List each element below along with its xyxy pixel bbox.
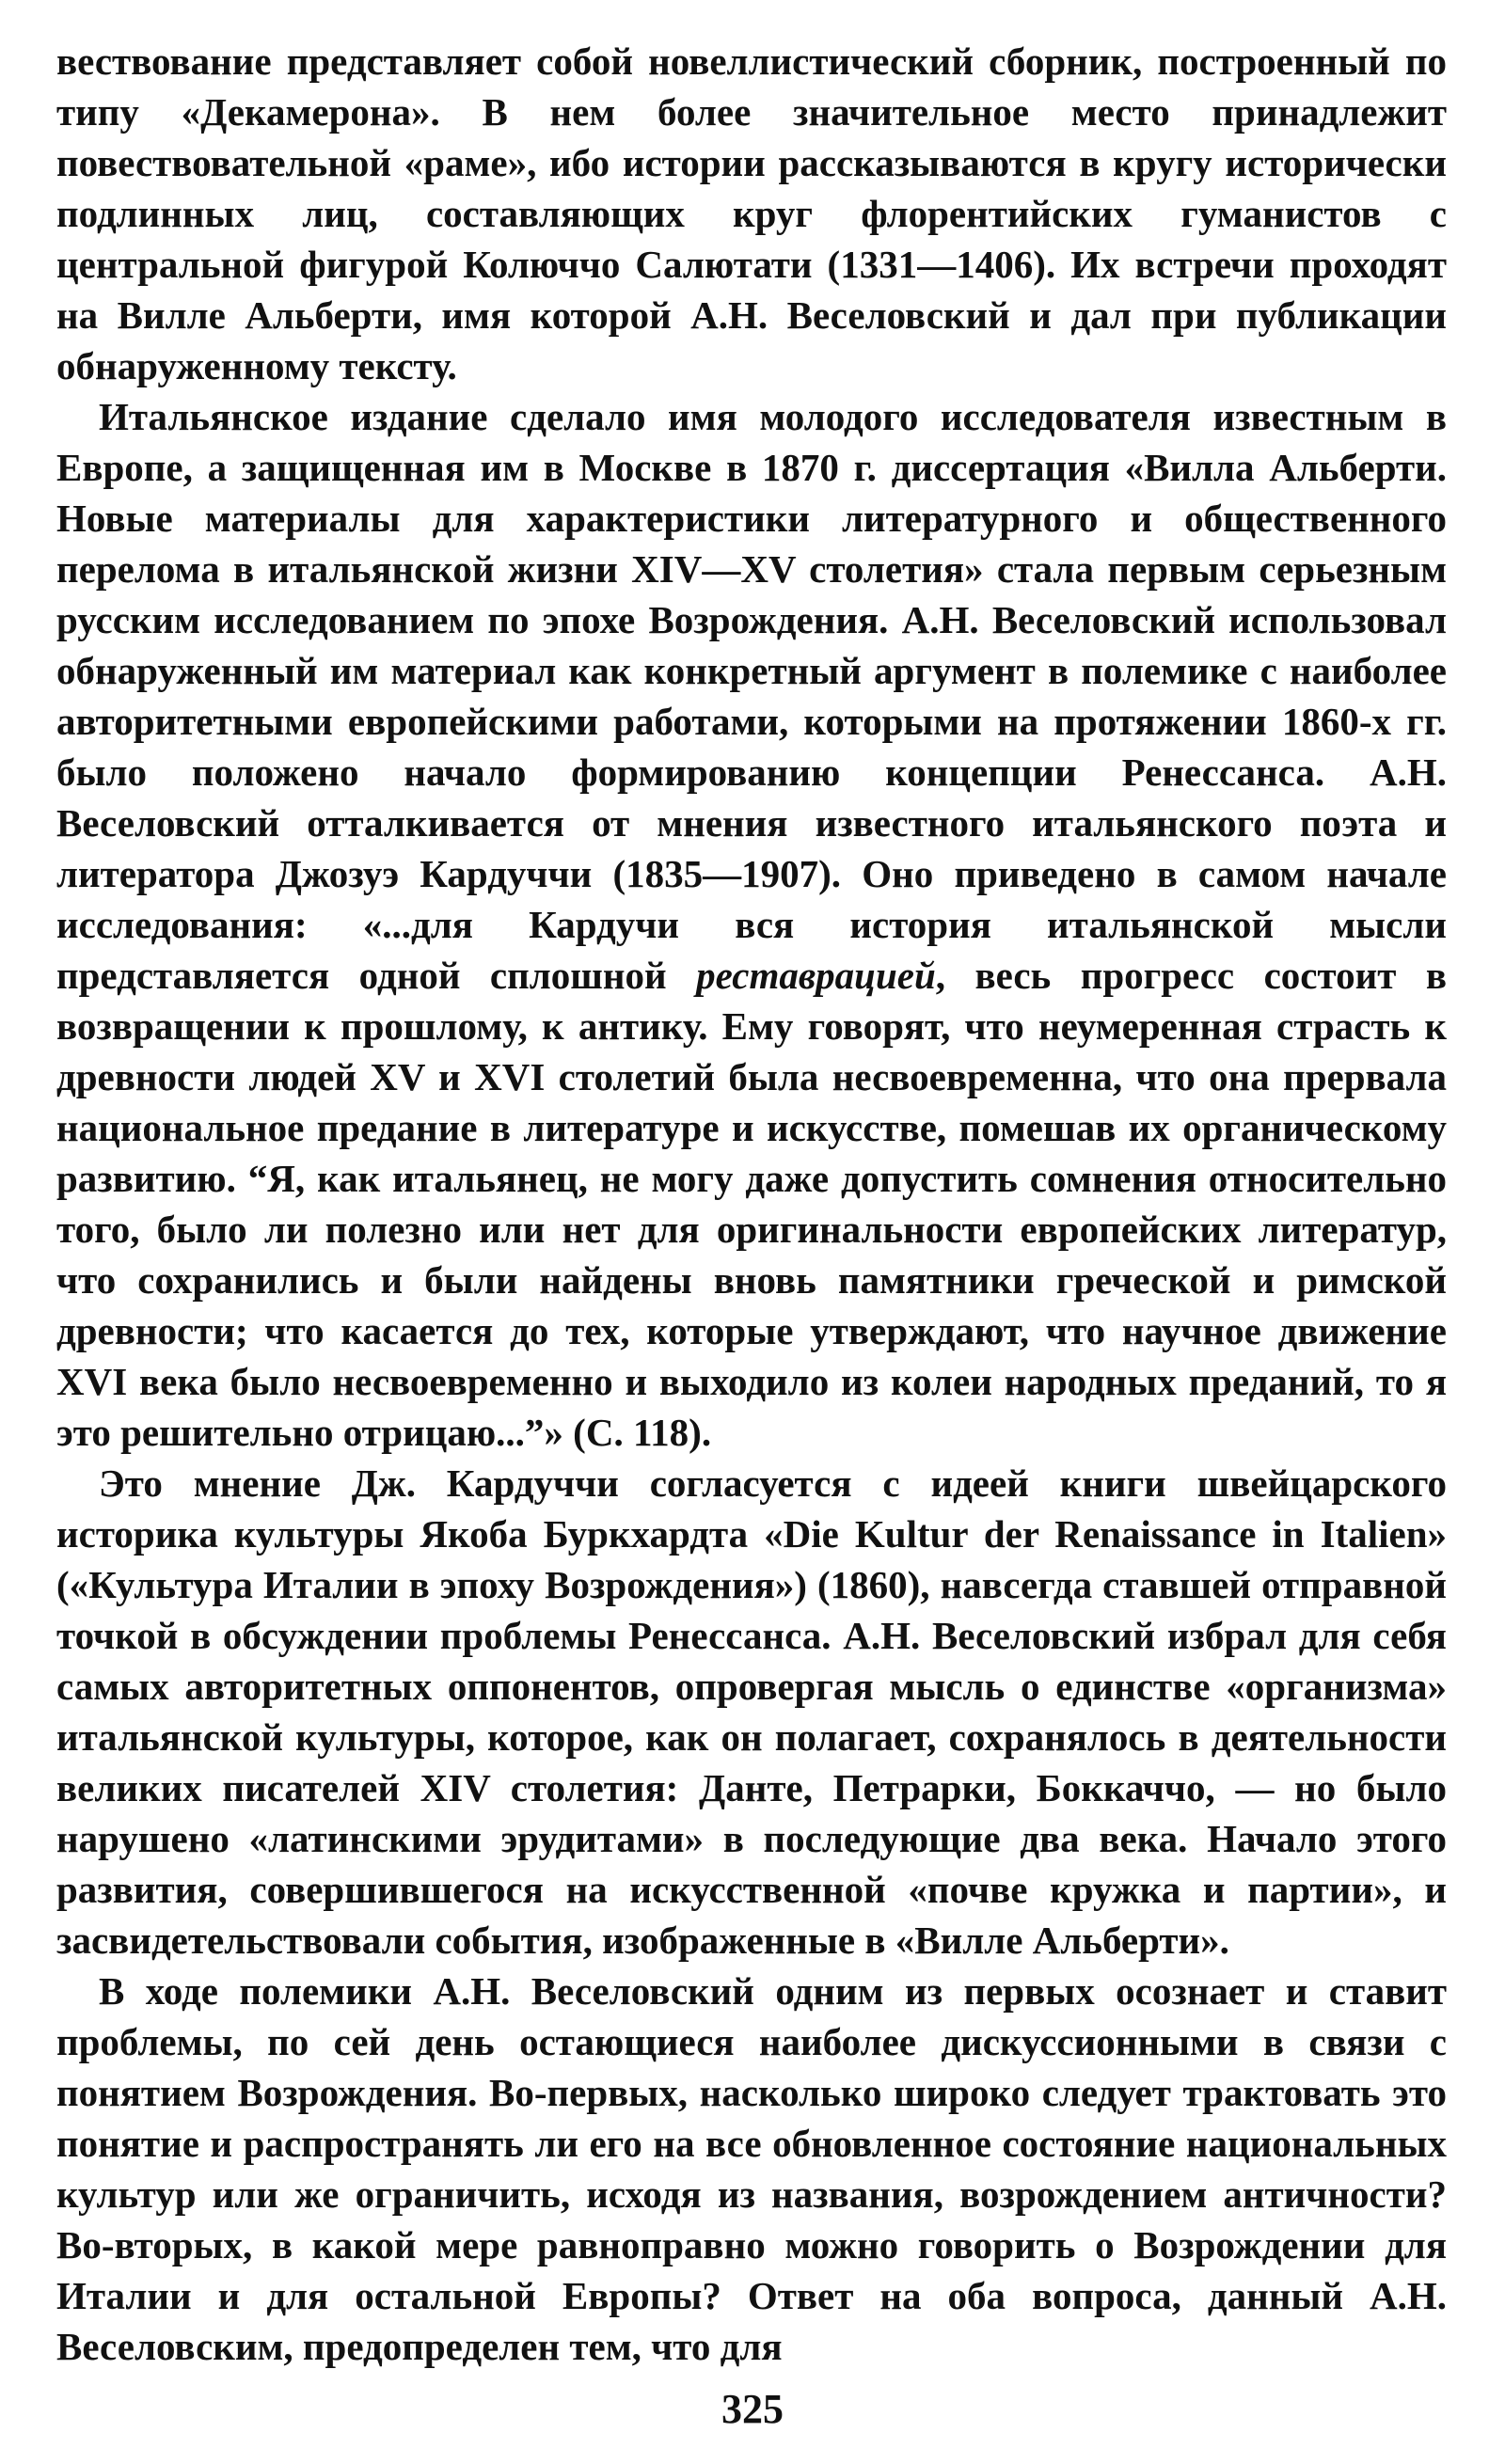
paragraph-3: Это мнение Дж. Кардуччи согласуется с идеей книги швейцарского историка культуры Якоба Буркхардта «Die Kultur der Renaissance in Italien» («Культура Италии в эпоху Возрождения») (1860), навсегда ставшей отправной точкой в обсуждении проблемы Ренессанса. А.Н. Веселовский избрал для себя самых авторитетных оппонентов, опровергая мысль о единстве «организма» итальянской культуры, которое, как он полагает, сохранялось в деятельности великих писателей XIV столетия: Данте, Петрарки, Боккаччо, — но было нарушено «латинскими эрудитами» в последующие два века. Начало этого развития, совершившегося на искусственной «почве кружка и партии», и засвидетельствовали события, изображенные в «Вилле Альберти». (56, 1461, 1447, 1962)
paragraph-2-text-start: Итальянское издание сделало имя молодого исследователя известным в Европе, а защищенная им в Москве в 1870 г. диссертация «Вилла Альберти. Новые материалы для характеристики литературного и общественного перелома в итальянской жизни XIV—XV столетия» стала первым серьезным русским исследованием по эпохе Возрождения. А.Н. Веселовский использовал обнаруженный им материал как конкретный аргумент в полемике с наиболее авторитетными европейскими работами, которыми на протяжении 1860-х гг. было положено начало формированию концепции Ренессанса. А.Н. Веселовский отталкивается от мнения известного итальянского поэта и литератора Джозуэ Кардуччи (1835—1907). Оно приведено в самом начале исследования: «...для Кардучи вся история итальянской мысли представляется одной сплошной (56, 395, 1447, 997)
paragraph-2-text-end: , весь прогресс состоит в возвращении к прошлому, к антику. Ему говорят, что неумеренная страсть к древности людей XV и XVI столетий была несвоевременна, что она прервала национальное предание в литературе и искусстве, помешав их органическому развитию. “Я, как итальянец, не могу даже допустить сомнения относительно того, было ли полезно или нет для оригинальности европейских литератур, что сохранились и были найдены вновь памятники греческой и римской древности; что касается до тех, которые утверждают, что научное движение XVI века было несвоевременно и выходило из колеи народных преданий, то я это решительно отрицаю...”» (С. 118). (56, 954, 1447, 1454)
paragraph-4: В ходе полемики А.Н. Веселовский одним из первых осознает и ставит проблемы, по сей день остающиеся наиболее дискуссионными в связи с понятием Возрождения. Во-первых, насколько широко следует трактовать это понятие и распространять ли его на все обновленное состояние национальных культур или же ограничить, исходя из названия, возрождением античности? Во-вторых, в какой мере равноправно можно говорить о Возрождении для Италии и для остальной Европы? Ответ на оба вопроса, данный А.Н. Веселовским, предопределен тем, что для (56, 1969, 1447, 2368)
page-number: 325 (721, 2386, 784, 2432)
paragraph-1: вествование представляет собой новеллистический сборник, построенный по типу «Декамерона». В нем более значительное место принадлежит повествовательной «раме», ибо истории рассказываются в кругу исторически подлинных лиц, составляющих круг флорентийских гуманистов с центральной фигурой Колюччо Салютати (1331—1406). Их встречи проходят на Вилле Альберти, имя которой А.Н. Веселовский и дал при публикации обнаруженному тексту. (56, 39, 1447, 387)
paragraph-2 (56, 391, 1447, 1458)
paragraph-2-emphasis: реставрацией (696, 954, 936, 997)
page-body (56, 36, 1447, 2425)
